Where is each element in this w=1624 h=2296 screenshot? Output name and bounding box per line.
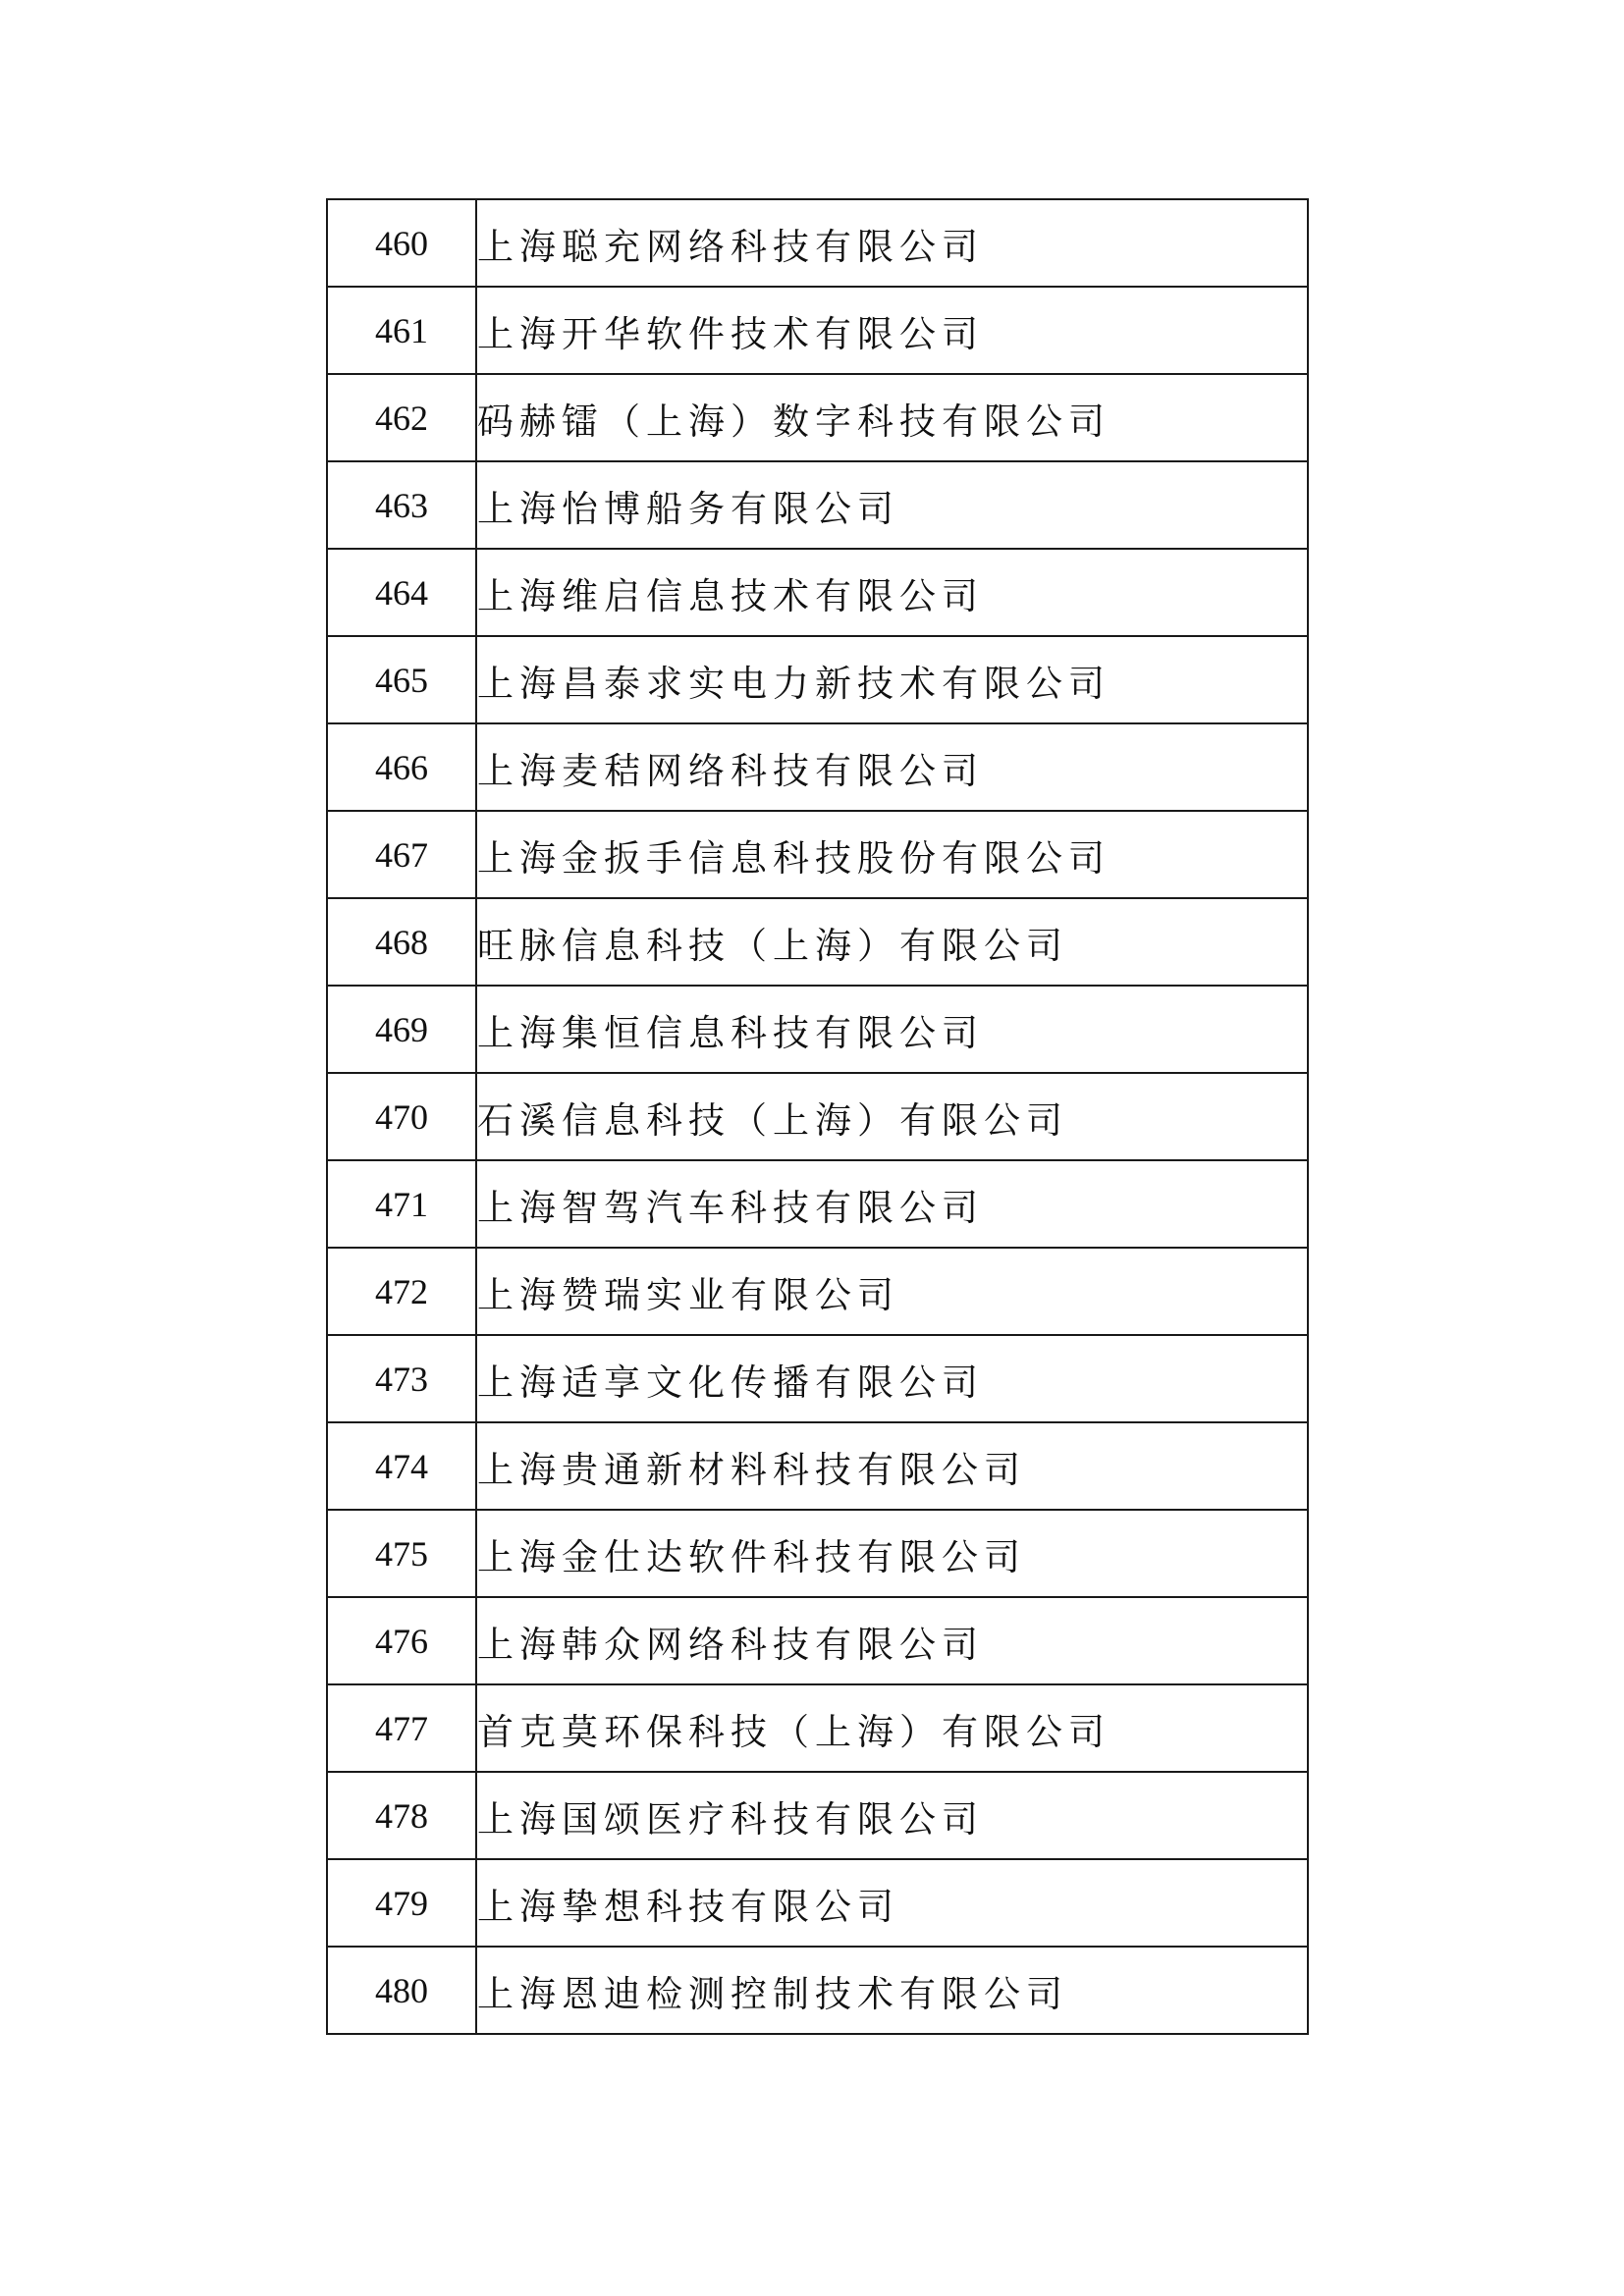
company-name: 上海贵通新材料科技有限公司 — [476, 1422, 1308, 1510]
table-row — [327, 1248, 1308, 1335]
row-number: 464 — [327, 549, 476, 636]
row-number: 477 — [327, 1684, 476, 1772]
company-list-table — [326, 198, 1309, 2035]
company-name: 上海恩迪检测控制技术有限公司 — [476, 1947, 1308, 2034]
table-row — [327, 1422, 1308, 1510]
row-number: 469 — [327, 986, 476, 1073]
table-row — [327, 1510, 1308, 1597]
company-name: 石溪信息科技（上海）有限公司 — [476, 1073, 1308, 1160]
table-row — [327, 287, 1308, 374]
table-row — [327, 986, 1308, 1073]
row-number: 463 — [327, 461, 476, 549]
company-name: 上海麦秸网络科技有限公司 — [476, 723, 1308, 811]
table-row — [327, 549, 1308, 636]
company-name: 上海智驾汽车科技有限公司 — [476, 1160, 1308, 1248]
table-row — [327, 1947, 1308, 2034]
company-name: 上海挚想科技有限公司 — [476, 1859, 1308, 1947]
company-name: 上海维启信息技术有限公司 — [476, 549, 1308, 636]
table-row — [327, 1335, 1308, 1422]
row-number: 461 — [327, 287, 476, 374]
table-row — [327, 811, 1308, 898]
company-name: 上海韩众网络科技有限公司 — [476, 1597, 1308, 1684]
table-row — [327, 461, 1308, 549]
company-name: 上海赞瑞实业有限公司 — [476, 1248, 1308, 1335]
row-number: 476 — [327, 1597, 476, 1684]
table-row — [327, 1073, 1308, 1160]
row-number: 466 — [327, 723, 476, 811]
company-name: 首克莫环保科技（上海）有限公司 — [476, 1684, 1308, 1772]
row-number: 475 — [327, 1510, 476, 1597]
company-name: 上海聪充网络科技有限公司 — [476, 199, 1308, 287]
table-row — [327, 1772, 1308, 1859]
company-name: 上海昌泰求实电力新技术有限公司 — [476, 636, 1308, 723]
company-name: 上海怡博船务有限公司 — [476, 461, 1308, 549]
row-number: 460 — [327, 199, 476, 287]
row-number: 478 — [327, 1772, 476, 1859]
table-row — [327, 1597, 1308, 1684]
row-number: 474 — [327, 1422, 476, 1510]
table-row — [327, 1684, 1308, 1772]
company-name: 上海适享文化传播有限公司 — [476, 1335, 1308, 1422]
row-number: 473 — [327, 1335, 476, 1422]
table-row — [327, 898, 1308, 986]
company-name: 上海集恒信息科技有限公司 — [476, 986, 1308, 1073]
row-number: 471 — [327, 1160, 476, 1248]
row-number: 472 — [327, 1248, 476, 1335]
table-row — [327, 1859, 1308, 1947]
row-number: 479 — [327, 1859, 476, 1947]
company-name: 旺脉信息科技（上海）有限公司 — [476, 898, 1308, 986]
company-name: 上海金扳手信息科技股份有限公司 — [476, 811, 1308, 898]
company-name: 上海国颂医疗科技有限公司 — [476, 1772, 1308, 1859]
table-row — [327, 374, 1308, 461]
table-row — [327, 199, 1308, 287]
company-name: 上海开华软件技术有限公司 — [476, 287, 1308, 374]
row-number: 470 — [327, 1073, 476, 1160]
table-row — [327, 1160, 1308, 1248]
table-row — [327, 636, 1308, 723]
row-number: 467 — [327, 811, 476, 898]
company-name: 上海金仕达软件科技有限公司 — [476, 1510, 1308, 1597]
row-number: 465 — [327, 636, 476, 723]
row-number: 480 — [327, 1947, 476, 2034]
table-row — [327, 723, 1308, 811]
row-number: 462 — [327, 374, 476, 461]
company-name: 码赫镭（上海）数字科技有限公司 — [476, 374, 1308, 461]
row-number: 468 — [327, 898, 476, 986]
